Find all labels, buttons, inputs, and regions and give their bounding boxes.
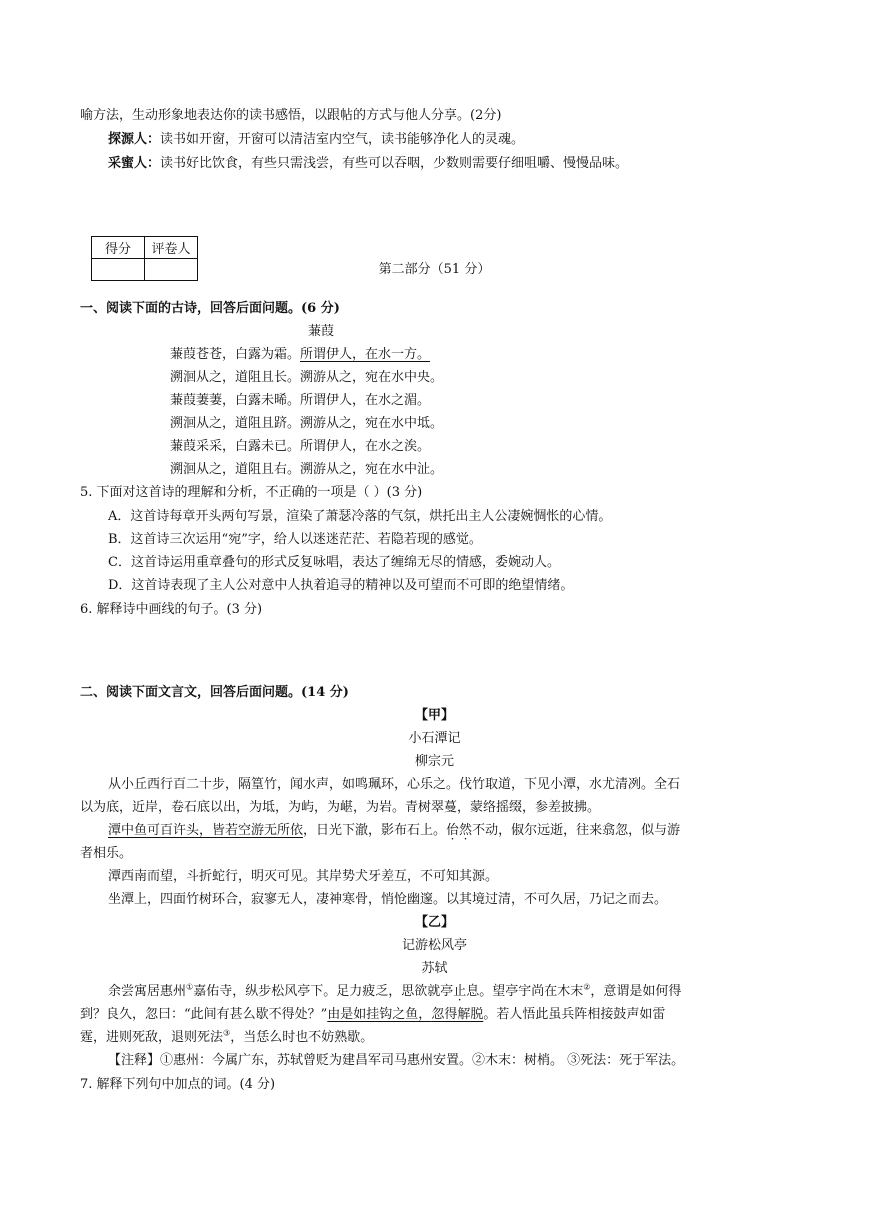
option-a: A．这首诗每章开头两句写景，渲染了萧瑟冷落的气氛，烘托出主人公凄婉惆怅的心情。	[108, 509, 612, 524]
poem-line-3: 蒹葭萋萋，白露未晞。所谓伊人，在水之湄。	[170, 393, 431, 408]
poem-line-6: 溯洄从之，道阻且右。溯游从之，宛在水中沚。	[170, 462, 444, 477]
label-yi: 【乙】	[414, 915, 454, 930]
question-5: 5. 下面对这首诗的理解和分析，不正确的一项是（ ）(3 分)	[80, 485, 423, 500]
label-jia: 【甲】	[414, 708, 454, 723]
tanyuan-text: 读书如开窗，开窗可以清洁室内空气，读书能够净化人的灵魂。	[160, 132, 525, 147]
sec1-heading: 一、阅读下面的古诗，回答后面问题。(6 分)	[80, 301, 340, 316]
underlined-sentence: 由是如挂钩之鱼，	[327, 1007, 432, 1022]
poem-title: 蒹葭	[308, 324, 335, 339]
text1-author: 柳宗元	[414, 754, 454, 769]
option-d: D．这首诗表现了主人公对意中人执着追寻的精神以及可望而不可即的绝望情绪。	[108, 578, 574, 593]
underlined-sentence: 潭中鱼可百许头，皆若空游无所依	[108, 823, 304, 838]
dotted-word: 止	[453, 984, 467, 999]
annotation-note: 【注释】①惠州：今属广东，苏轼曾贬为建昌军司马惠州安置。②木末：树梢。 ③死法：死于军法。	[108, 1053, 685, 1068]
text-span: ，当恁么时也不妨熟歇。	[230, 1030, 374, 1045]
text-span: 霆，进则死敌，退则死法	[80, 1030, 224, 1045]
text2-line3	[80, 1029, 373, 1047]
option-c: C．这首诗运用重章叠句的形式反复咏唱，表达了缠绵无尽的情感，委婉动人。	[108, 555, 560, 570]
intro-line: 喻方法，生动形象地表达你的读书感悟，以跟帖的方式与他人分享。(2分)	[80, 108, 502, 123]
poem-line-2: 溯洄从之，道阻且长。溯游从之，宛在水中央。	[170, 370, 444, 385]
text1-para1-line1: 从小丘西行百二十步，隔篁竹，闻水声，如鸣珮环，心乐之。伐竹取道，下见小潭，水尤清冽。全石	[108, 777, 681, 792]
poem-line-1	[170, 346, 430, 364]
text-span: 。若人悟此虽兵阵相接鼓声如雷	[483, 1007, 666, 1022]
caimi-label: 采蜜人：	[108, 156, 161, 171]
grader-header: 评卷人	[145, 237, 198, 259]
text2-title: 记游松风亭	[401, 938, 467, 953]
footnote-marker: ①	[186, 982, 194, 992]
underlined-poem-sentence: 所谓伊人，在水一方。	[300, 347, 431, 362]
caimi-text: 读书好比饮食，有些只需浅尝，有些可以吞咽，少数则需要仔细咀嚼、慢慢品味。	[160, 156, 629, 171]
text2-line2	[80, 1006, 665, 1024]
tanyuan-label: 探源人：	[108, 132, 161, 147]
score-header: 得分	[92, 237, 145, 259]
text1-para2-line2: 者相乐。	[80, 846, 133, 861]
dotted-word: 佁	[446, 823, 460, 838]
text-span: 余尝寓居惠州	[108, 984, 187, 999]
question-6: 6. 解释诗中画线的句子。(3 分)	[80, 602, 263, 617]
text2-line1	[108, 983, 681, 1001]
part2-title: 第二部分（51 分）	[378, 262, 491, 277]
footnote-marker: ③	[223, 1028, 231, 1038]
text1-para3: 潭西南而望，斗折蛇行，明灭可见。其岸势犬牙差互，不可知其源。	[108, 869, 499, 884]
text-span: ，日光下澈，影布石上。	[303, 823, 447, 838]
underlined-sentence: 忽得解脱	[431, 1007, 484, 1022]
poem-line-4: 溯洄从之，道阻且跻。溯游从之，宛在水中坻。	[170, 416, 444, 431]
caimi-line	[108, 155, 628, 173]
option-b: B．这首诗三次运用“宛”字，给人以迷迷茫茫、若隐若现的感觉。	[108, 532, 482, 547]
question-7: 7. 解释下列句中加点的词。(4 分)	[80, 1077, 276, 1092]
sec2-heading: 二、阅读下面文言文，回答后面问题。(14 分)	[80, 685, 349, 700]
text1-para2-line1	[108, 822, 680, 840]
footnote-marker: ②	[583, 982, 591, 992]
poem-line-1a: 蒹葭苍苍，白露为霜。	[170, 347, 301, 362]
dotted-word: 然	[459, 823, 473, 838]
text-span: 嘉佑寺，纵步松风亭下。足力疲乏，思欲就亭	[193, 984, 454, 999]
text-span: 不动，俶尔远逝，往来翕忽，似与游	[472, 823, 681, 838]
text-span: 息。望亭宇尚在木末	[466, 984, 584, 999]
text1-para1-line2: 以为底，近岸，卷石底以出，为坻，为屿，为嵁，为岩。青树翠蔓，蒙络摇缀，参差披拂。	[80, 800, 601, 815]
text1-title: 小石潭记	[408, 731, 461, 746]
poem-line-5: 蒹葭采采，白露未已。所谓伊人，在水之涘。	[170, 439, 431, 454]
tanyuan-line	[108, 131, 524, 149]
text1-para4: 坐潭上，四面竹树环合，寂寥无人，凄神寒骨，悄怆幽邃。以其境过清，不可久居，乃记之而去。	[108, 892, 668, 907]
text2-author: 苏轼	[421, 961, 448, 976]
text-span: ，意谓是如何得	[590, 984, 682, 999]
text-span: 到？良久，忽曰：“此间有甚么歇不得处？”	[80, 1007, 328, 1022]
